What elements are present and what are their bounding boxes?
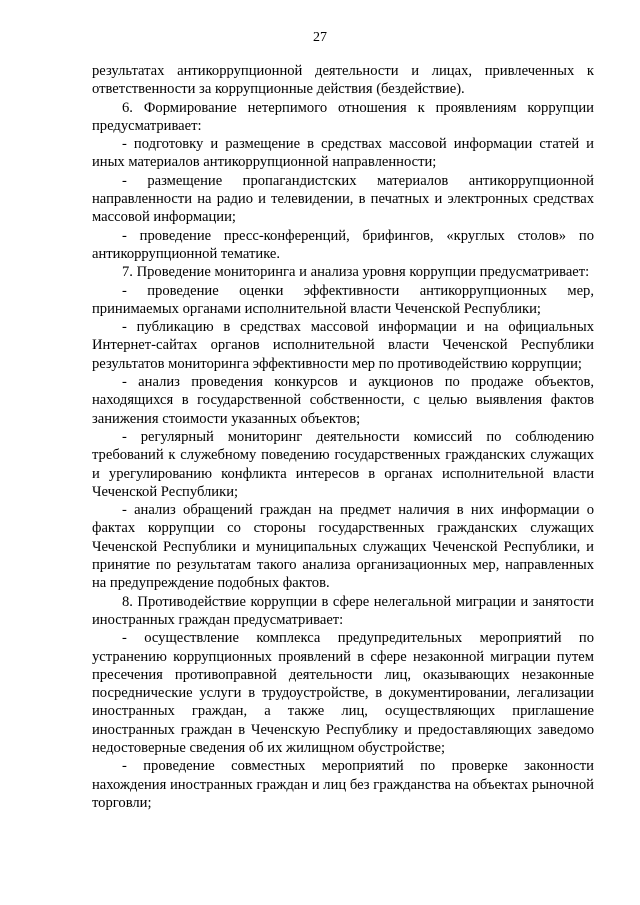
paragraph: - проведение совместных мероприятий по проверке законности нахождения иностранных граждан и лиц без гражданства на объектах рыночной торговли; [92,758,594,811]
page-number: 27 [313,30,327,45]
paragraph: 7. Проведение мониторинга и анализа уровня коррупции предусматривает: [122,264,590,281]
document-body [92,62,594,812]
paragraph: - проведение оценки эффективности антикоррупционных мер, принимаемых органами исполнительной власти Чеченской Республики; [92,282,594,317]
paragraph: - анализ проведения конкурсов и аукционов по продаже объектов, находящихся в государственной собственности, с целью выявления фактов занижения стоимости указанных объектов; [92,374,594,427]
paragraph: - проведение пресс-конференций, брифингов, «круглых столов» по антикоррупционной тематике. [92,227,594,262]
paragraph: - регулярный мониторинг деятельности комиссий по соблюдению требований к служебному поведению государственных гражданских служащих и урегулированию конфликта интересов в органах исполнительной власти Чеченской Республики; [92,428,594,500]
paragraph: 8. Противодействие коррупции в сфере нелегальной миграции и занятости иностранных граждан предусматривает: [92,593,594,628]
paragraph: результатах антикоррупционной деятельности и лицах, привлеченных к ответственности за коррупционные действия (бездействие). [92,63,594,98]
paragraph: 6. Формирование нетерпимого отношения к проявлениям коррупции предусматривает: [92,99,594,134]
paragraph: - размещение пропагандистских материалов антикоррупционной направленности на радио и телевидении, в печатных и электронных средствах массовой информации; [92,172,594,226]
paragraph: - публикацию в средствах массовой информации и на официальных Интернет-сайтах органов исполнительной власти Чеченской Республики результатов мониторинга эффективности мер по противодействию коррупции; [92,319,594,372]
paragraph: - подготовку и размещение в средствах массовой информации статей и иных материалов антикоррупционной направленности; [92,136,594,171]
paragraph: - анализ обращений граждан на предмет наличия в них информации о фактах коррупции со стороны государственных гражданских служащих Чеченской Республики и муниципальных служащих Чеченской Республики, и принятие по результатам такого анализа организационных мер, направленных на предупреждение подобных фактов. [92,502,594,592]
paragraph: - осуществление комплекса предупредительных мероприятий по устранению коррупционных проявлений в сфере незаконной миграции путем пресечения противоправной деятельности лиц, оказывающих незаконные посреднические услуги в трудоустройстве, в документировании, легализации иностранных граждан, а также лиц, осуществляющих приглашение иностранных граждан в Чеченскую Республику и предоставляющих заведомо недостоверные сведения об их жилищном обустройстве; [92,630,594,756]
